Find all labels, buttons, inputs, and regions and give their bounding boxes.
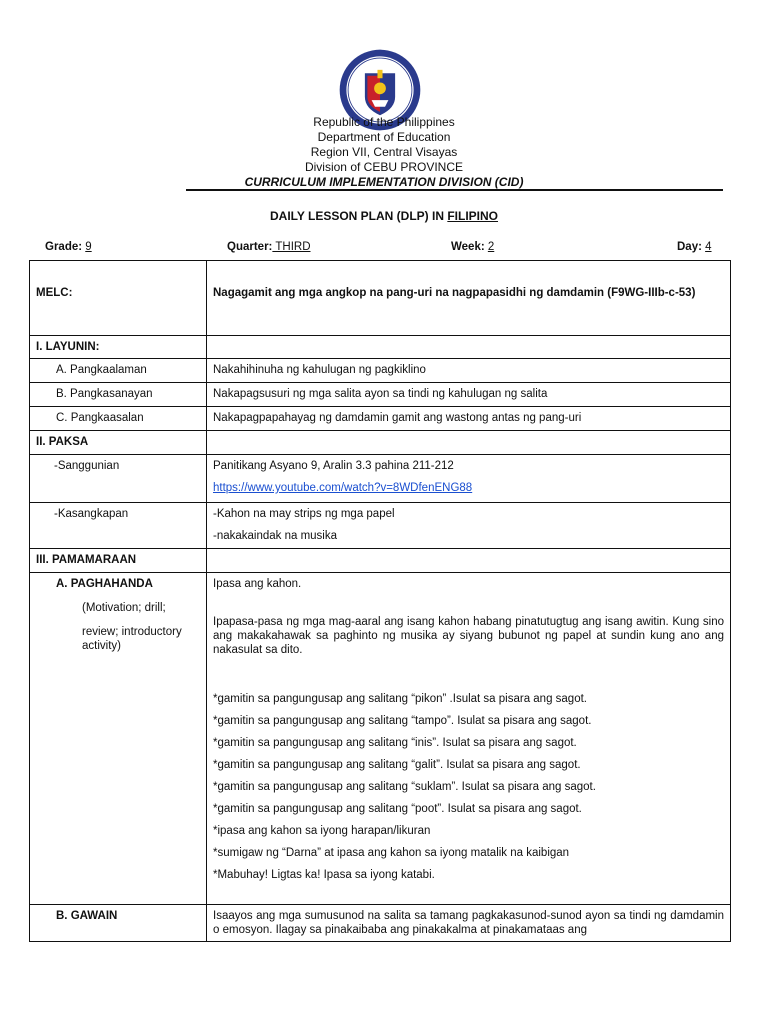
- layunin-a-row: [30, 359, 731, 383]
- paksa-row: [30, 431, 731, 455]
- pamamaraan-label: III. PAMAMARAAN: [36, 554, 137, 566]
- page-title: [0, 209, 768, 223]
- meta-quarter: [227, 241, 311, 253]
- list-item: *gamitin sa pangungusap ang salitang “suklam”. Isulat sa pisara ang sagot.: [213, 781, 596, 793]
- kasangkapan-item-2: -nakakaindak na musika: [213, 530, 338, 542]
- list-item: *Mabuhay! Ligtas ka! Ipasa sa iyong katabi.: [213, 869, 435, 881]
- kasangkapan-label: -Kasangkapan: [54, 508, 129, 520]
- gawain-text: Isaayos ang mga sumusunod na salita sa tamang pagkakasunod-sunod ayon sa tindi ng damdamin o emosyon. Ilagay sa pinakaibaba ang pinakakalma at pinakamataas ang: [213, 910, 724, 936]
- meta-day: [677, 241, 712, 253]
- layunin-c-row: [30, 407, 731, 431]
- paghahanda-paragraph: Ipapasa-pasa ng mga mag-aaral ang isang kahon habang pinatutugtug ang isang awitin. Kung sino ang makakahawak sa paghinto ng musika ay siyang bubunot ng papel at sundin kung ano ang nakasulat sa dito.: [213, 616, 724, 656]
- list-item: *gamitin sa pangungusap ang salitang “inis”. Isulat sa pisara ang sagot.: [213, 737, 577, 749]
- melc-text: Nagagamit ang mga angkop na pang-uri na nagpapasidhi ng damdamin (F9WG-IIIb-c-53): [213, 287, 696, 299]
- melc-text-cell: [207, 261, 731, 336]
- layunin-b-row: [30, 383, 731, 407]
- pamamaraan-row: [30, 549, 731, 573]
- list-item: *gamitin sa pangungusap ang salitang “pikon” .Isulat sa pisara ang sagot.: [213, 693, 587, 705]
- header-department: Department of Education: [317, 130, 451, 144]
- header-cid: CURRICULUM IMPLEMENTATION DIVISION (CID): [244, 175, 524, 189]
- layunin-label-cell: [30, 336, 207, 359]
- paghahanda-intro: Ipasa ang kahon.: [213, 578, 302, 590]
- layunin-b-label: B. Pangkasanayan: [56, 388, 153, 400]
- kasangkapan-item-1: -Kahon na may strips ng mga papel: [213, 508, 395, 520]
- layunin-a-label: A. Pangkaalaman: [56, 364, 147, 376]
- lesson-plan-table: [29, 260, 731, 942]
- melc-row: [30, 261, 731, 336]
- sanggunian-label: -Sanggunian: [54, 460, 120, 472]
- week-label: Week:: [451, 241, 488, 253]
- layunin-empty-cell: [207, 336, 731, 359]
- grade-label: Grade:: [45, 241, 86, 253]
- list-item: *gamitin sa pangungusap ang salitang “galit”. Isulat sa pisara ang sagot.: [213, 759, 581, 771]
- layunin-b-text: Nakapagsusuri ng mga salita ayon sa tindi ng kahulugan ng salita: [213, 388, 548, 400]
- header-division: Division of CEBU PROVINCE: [304, 160, 464, 174]
- list-item: *ipasa ang kahon sa iyong harapan/likuran: [213, 825, 431, 837]
- paghahanda-row: [30, 573, 731, 905]
- paghahanda-sub-2: review; introductory activity): [82, 626, 182, 652]
- melc-label-cell: [30, 261, 207, 336]
- melc-label: MELC:: [36, 287, 73, 299]
- list-item: *gamitin sa pangungusap ang salitang “poot”. Isulat sa pisara ang sagot.: [213, 803, 582, 815]
- paghahanda-label: A. PAGHAHANDA: [56, 578, 153, 590]
- meta-week: [451, 241, 494, 253]
- quarter-value: THIRD: [272, 241, 311, 253]
- title-subject: FILIPINO: [447, 209, 499, 223]
- paghahanda-sub-1: (Motivation; drill;: [82, 602, 166, 614]
- week-value: 2: [487, 241, 495, 253]
- day-label: Day:: [677, 241, 706, 253]
- gawain-label: B. GAWAIN: [56, 910, 118, 922]
- sanggunian-row: [30, 455, 731, 503]
- meta-grade: [45, 241, 92, 253]
- grade-value: 9: [85, 241, 92, 253]
- layunin-row: [30, 336, 731, 359]
- layunin-c-label: C. Pangkaasalan: [56, 412, 144, 424]
- sanggunian-link[interactable]: https://www.youtube.com/watch?v=8WDfenENG88: [213, 482, 473, 494]
- header-divider: [186, 189, 723, 191]
- header-region: Region VII, Central Visayas: [310, 145, 458, 159]
- day-value: 4: [705, 241, 712, 253]
- list-item: *gamitin sa pangungusap ang salitang “tampo”. Isulat sa pisara ang sagot.: [213, 715, 592, 727]
- kasangkapan-row: [30, 503, 731, 549]
- gawain-row: [30, 905, 731, 942]
- layunin-label: I. LAYUNIN:: [36, 341, 100, 353]
- layunin-c-text: Nakapagpapahayag ng damdamin gamit ang wastong antas ng pang-uri: [213, 412, 582, 424]
- paksa-label: II. PAKSA: [36, 436, 89, 448]
- list-item: *sumigaw ng “Darna” at ipasa ang kahon sa iyong matalik na kaibigan: [213, 847, 570, 859]
- sanggunian-text: Panitikang Asyano 9, Aralin 3.3 pahina 211-212: [213, 460, 454, 472]
- quarter-label: Quarter:: [227, 241, 273, 253]
- layunin-a-text: Nakahihinuha ng kahulugan ng pagkiklino: [213, 364, 426, 376]
- header-republic: Republic of the Philippines: [313, 115, 455, 129]
- title-prefix: DAILY LESSON PLAN (DLP) IN: [269, 209, 448, 223]
